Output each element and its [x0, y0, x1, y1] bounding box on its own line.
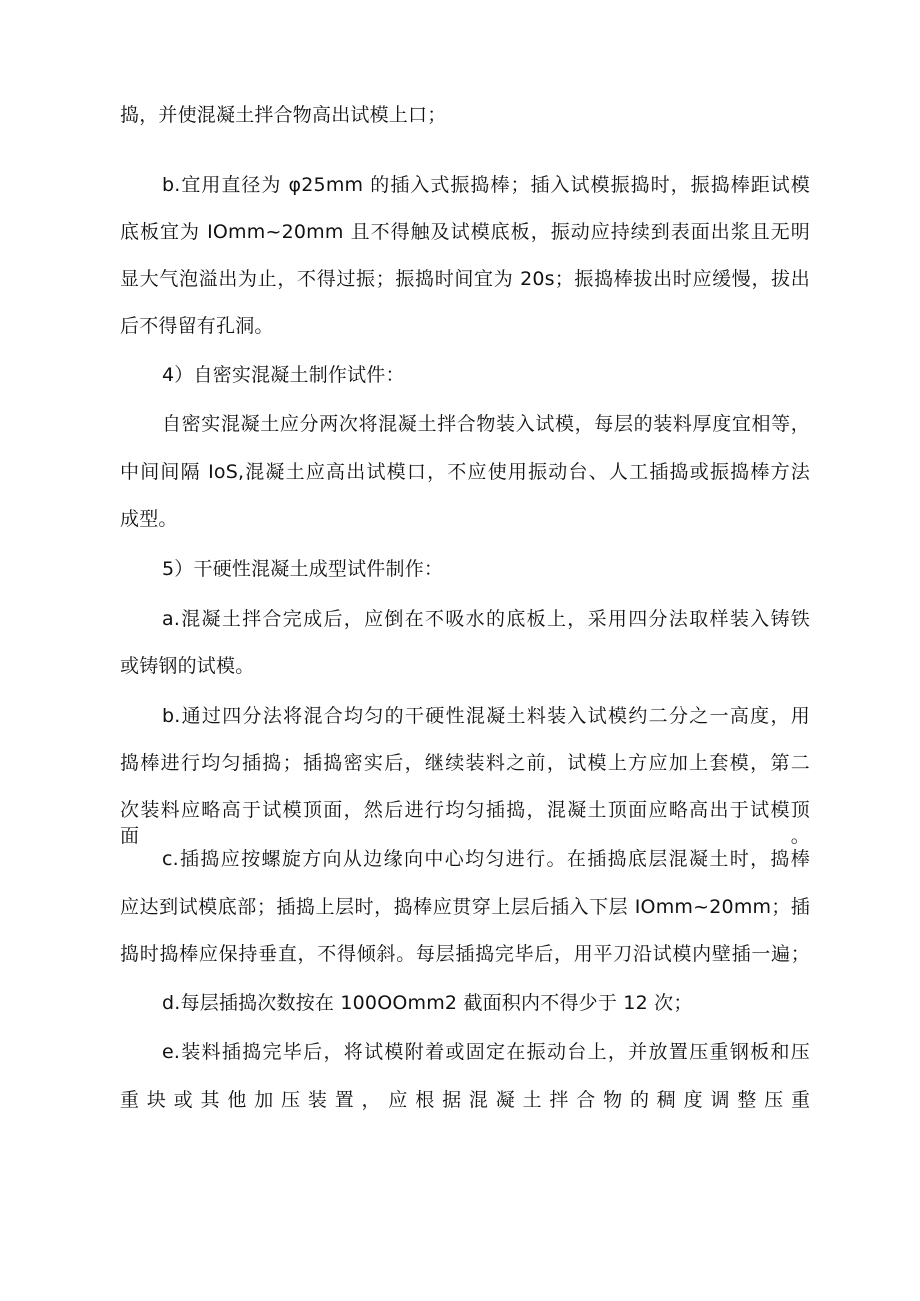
- text-line-21: 重块或其他加压装置，应根据混凝土拌合物的稠度调整压重: [120, 1089, 810, 1111]
- text-line-3: 底板宜为 IOmm~20mm 且不得触及试模底板，振动应持续到表面出浆且无明: [120, 221, 810, 243]
- text-line-18: 捣时捣棒应保持垂直，不得倾斜。每层插捣完毕后，用平刀沿试模内壁插一遍；: [120, 943, 810, 965]
- section-heading-5: 5）干硬性混凝土成型试件制作：: [162, 558, 444, 580]
- text-line-15: 次装料应略高于试模顶面，然后进行均匀插捣，混凝土顶面应略高出于试模顶面。: [120, 799, 810, 847]
- text-line-19: d.每层插捣次数按在 100OOmm2 截面积内不得少于 12 次；: [162, 992, 693, 1014]
- text-line-20: e.装料插捣完毕后，将试模附着或固定在振动台上，并放置压重钢板和压: [162, 1041, 810, 1063]
- text-line-5: 后不得留有孔洞。: [120, 315, 274, 337]
- text-line-16: c.插捣应按螺旋方向从边缘向中心均匀进行。在插捣底层混凝土时，捣棒: [162, 848, 810, 870]
- text-line-17: 应达到试模底部；插捣上层时，捣棒应贯穿上层后插入下层 IOmm~20mm；插: [120, 896, 810, 918]
- text-line-8: 中间间隔 IoS,混凝土应高出试模口，不应使用振动台、人工插捣或振捣棒方法: [120, 461, 810, 483]
- text-line-1: 捣，并使混凝土拌合物高出试模上口；: [120, 104, 447, 126]
- section-heading-4: 4）自密实混凝土制作试件：: [162, 364, 405, 386]
- text-line-11: a.混凝土拌合完成后，应倒在不吸水的底板上，采用四分法取样装入铸铁: [162, 608, 810, 630]
- text-line-14: 捣棒进行均匀插捣；插捣密实后，继续装料之前，试模上方应加上套模，第二: [120, 752, 810, 774]
- text-line-7: 自密实混凝土应分两次将混凝土拌合物装入试模，每层的装料厚度宜相等，: [162, 413, 810, 435]
- text-line-12: 或铸钢的试模。: [120, 655, 255, 677]
- text-line-2: b.宜用直径为 φ25mm 的插入式振捣棒；插入试模振捣时，振捣棒距试模: [162, 174, 810, 196]
- text-line-9: 成型。: [120, 508, 178, 530]
- text-line-13: b.通过四分法将混合均匀的干硬性混凝土料装入试模约二分之一高度，用: [162, 705, 810, 727]
- text-line-4: 显大气泡溢出为止，不得过振；振捣时间宜为 20s；振捣棒拔出时应缓慢，拔出: [120, 268, 810, 290]
